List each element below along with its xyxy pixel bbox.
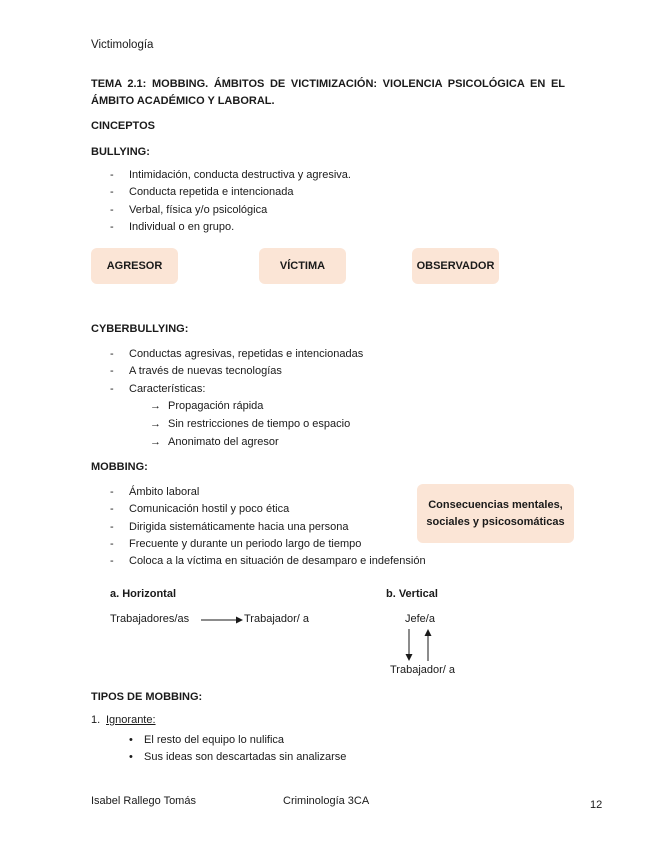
list-item: → Anonimato del agresor: [150, 434, 350, 452]
type-1-list: [129, 732, 346, 767]
list-item: - Ámbito laboral: [110, 486, 200, 498]
list-item: - Intimidación, conducta destructiva y agresiva.: [110, 169, 351, 181]
bullying-list: [110, 167, 351, 236]
arrow-right-icon: →: [150, 400, 161, 412]
vertical-arrows: [403, 627, 433, 663]
vertical-top: Jefe/a: [405, 613, 435, 625]
list-item: - Conducta repetida e intencionada: [110, 186, 294, 199]
role-box-agresor: AGRESOR: [91, 248, 178, 284]
page-number: 12: [590, 799, 603, 811]
type-1-label: Ignorante:: [106, 714, 156, 726]
list-item: - Conductas agresivas, repetidas e intencionadas: [110, 348, 364, 360]
arrow-right-icon: →: [150, 435, 161, 448]
bullying-heading: BULLYING:: [91, 146, 150, 158]
characteristics-list: [150, 398, 350, 451]
vertical-label: b. Vertical: [386, 588, 438, 600]
role-box-victima: VÍCTIMA: [259, 248, 346, 284]
page-title: [91, 76, 565, 110]
role-box-observador: OBSERVADOR: [412, 248, 499, 284]
arrow-right-icon: →: [150, 417, 161, 430]
tipos-heading: TIPOS DE MOBBING:: [91, 691, 203, 703]
mobbing-list: [110, 484, 426, 570]
mobbing-heading: MOBBING:: [91, 461, 148, 473]
footer-author: Isabel Rallego Tomás: [91, 795, 196, 807]
list-item: - Frecuente y durante un periodo largo de tiempo: [110, 537, 362, 550]
consequences-line-2: sociales y psicosomáticas: [426, 515, 565, 528]
title-line-2: ÁMBITO ACADÉMICO Y LABORAL.: [91, 95, 275, 107]
header-subject: Victimología: [91, 39, 154, 51]
list-item: - Verbal, física y/o psicológica: [110, 203, 268, 216]
horizontal-from: Trabajadores/as: [110, 613, 190, 625]
list-item: • El resto del equipo lo nulifica: [129, 734, 285, 746]
list-item: - Coloca a la víctima en situación de desamparo e indefensión: [110, 555, 426, 568]
consequences-box: [417, 484, 574, 543]
vertical-bottom: Trabajador/ a: [390, 664, 456, 676]
list-item: - Comunicación hostil y poco ética: [110, 503, 290, 516]
conceptos-heading: CINCEPTOS: [91, 120, 155, 132]
list-item: - Dirigida sistemáticamente hacia una persona: [110, 520, 349, 533]
list-item: - Características:: [110, 382, 206, 395]
horizontal-to: Trabajador/ a: [244, 613, 310, 625]
horizontal-arrow: [199, 614, 245, 626]
list-item: - A través de nuevas tecnologías: [110, 365, 282, 378]
list-item: - Individual o en grupo.: [110, 220, 235, 233]
cyberbullying-list: [110, 346, 363, 398]
cyberbullying-heading: CYBERBULLYING:: [91, 323, 189, 335]
footer-course: Criminología 3CA: [283, 795, 370, 807]
list-item: → Sin restricciones de tiempo o espacio: [150, 416, 350, 434]
type-1-number: 1.: [91, 714, 101, 726]
list-item: • Sus ideas son descartadas sin analizarse: [129, 751, 347, 764]
title-line-1: TEMA 2.1: MOBBING. ÁMBITOS DE VICTIMIZACIÓN: VIOLENCIA PSICOLÓGICA EN EL: [91, 78, 565, 90]
consequences-line-1: Consecuencias mentales,: [428, 498, 563, 511]
horizontal-label: a. Horizontal: [110, 588, 177, 600]
list-item: → Propagación rápida: [150, 398, 350, 416]
